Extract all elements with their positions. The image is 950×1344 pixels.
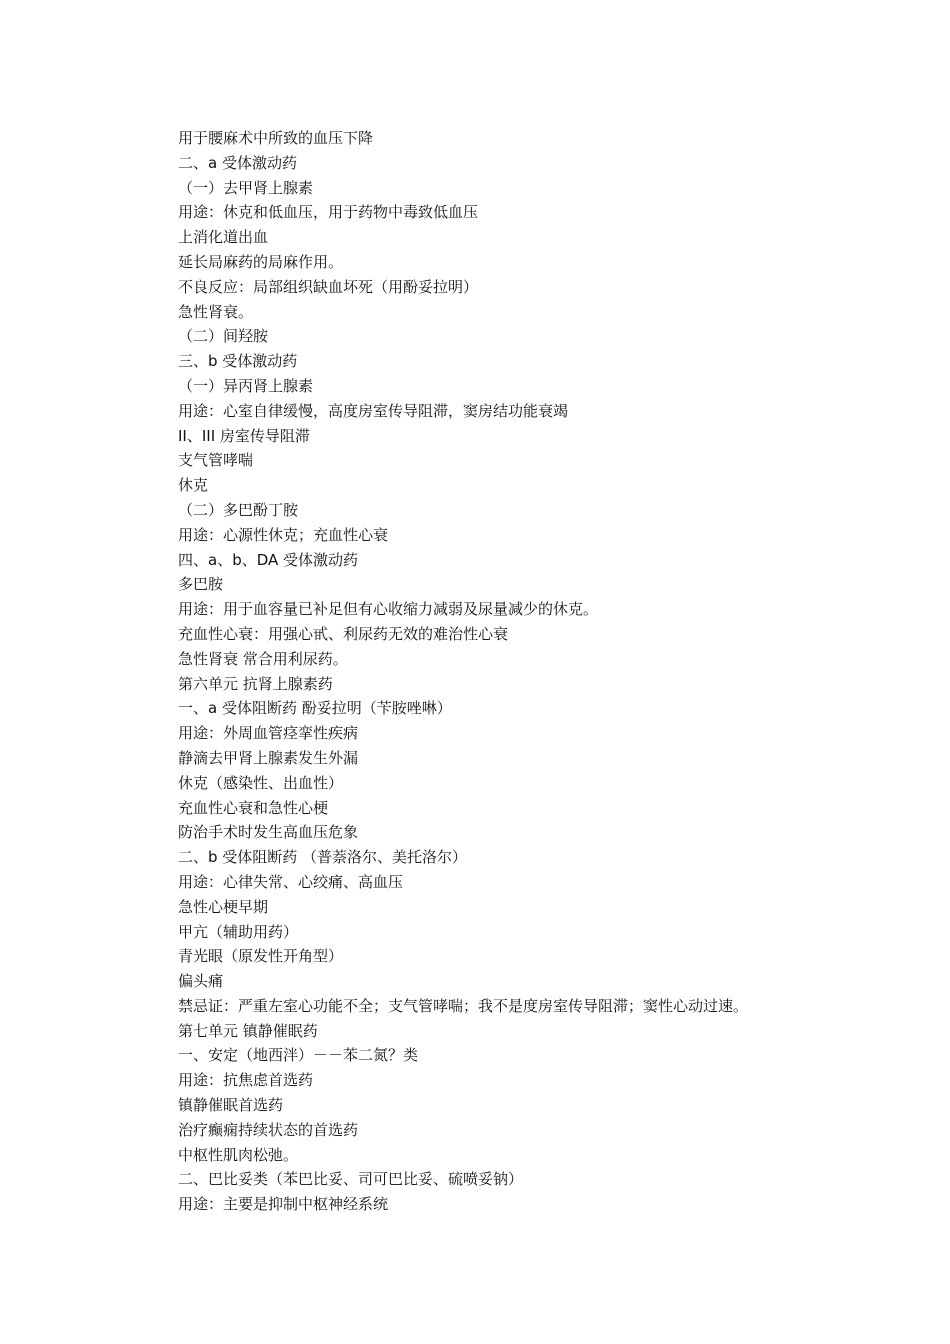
text-line: 治疗癫痫持续状态的首选药 — [178, 1120, 359, 1139]
text-line: II、III 房室传导阻滞 — [178, 426, 310, 445]
text-line: 二、b 受体阻断药 （普萘洛尔、美托洛尔） — [178, 848, 468, 867]
text-line: 三、b 受体激动药 — [178, 352, 298, 371]
text-line: 上消化道出血 — [178, 228, 269, 247]
text-line: 休克（感染性、出血性） — [178, 773, 344, 792]
text-line: 用于腰麻术中所致的血压下降 — [178, 129, 374, 147]
text-line: 镇静催眠首选药 — [178, 1096, 284, 1115]
text-line: 充血性心衰和急性心梗 — [178, 798, 329, 817]
text-line: 用途：心室自律缓慢，高度房室传导阻滞，窦房结功能衰竭 — [178, 401, 569, 420]
text-line: 急性心梗早期 — [178, 897, 269, 916]
text-line: 用途：心律失常、心绞痛、高血压 — [178, 872, 404, 891]
text-line: 二、a 受体激动药 — [178, 153, 297, 172]
text-line: 用途：主要是抑制中枢神经系统 — [178, 1195, 389, 1214]
document-body — [178, 126, 898, 1217]
text-line: （一）去甲肾上腺素 — [178, 178, 314, 197]
text-line: 第六单元 抗肾上腺素药 — [178, 674, 333, 693]
text-line: （二）间羟胺 — [178, 327, 269, 346]
text-line: 用途：用于血容量已补足但有心收缩力减弱及尿量减少的休克。 — [178, 600, 599, 619]
text-line: 偏头痛 — [178, 972, 224, 991]
text-line: （二）多巴酚丁胺 — [178, 500, 299, 519]
text-line: 二、巴比妥类（苯巴比妥、司可巴比妥、硫喷妥钠） — [178, 1170, 524, 1189]
text-line: （一）异丙肾上腺素 — [178, 376, 314, 395]
text-line: 支气管哮喘 — [178, 451, 254, 470]
text-line: 一、a 受体阻断药 酚妥拉明（苄胺唑啉） — [178, 699, 452, 718]
text-line: 不良反应：局部组织缺血坏死（用酚妥拉明） — [178, 277, 479, 296]
text-line: 禁忌证：严重左室心功能不全；支气管哮喘；我不是度房室传导阻滞；窦性心动过速。 — [178, 996, 749, 1015]
text-line: 急性肾衰。 — [178, 302, 254, 321]
text-line: 急性肾衰 常合用利尿药。 — [178, 649, 348, 668]
text-line: 多巴胺 — [178, 575, 224, 594]
text-line: 延长局麻药的局麻作用。 — [178, 252, 344, 271]
text-line: 静滴去甲肾上腺素发生外漏 — [178, 748, 359, 767]
text-line: 防治手术时发生高血压危象 — [178, 823, 359, 842]
text-line: 用途：心源性休克；充血性心衰 — [178, 525, 389, 544]
text-line: 四、a、b、DA 受体激动药 — [178, 550, 359, 569]
text-line: 甲亢（辅助用药） — [178, 922, 299, 941]
text-line: 青光眼（原发性开角型） — [178, 947, 344, 966]
text-line: 用途：外周血管痉挛性疾病 — [178, 724, 359, 743]
text-line: 一、安定（地西泮）－－苯二氮？类 — [178, 1046, 419, 1065]
text-line: 休克 — [178, 476, 209, 495]
text-line: 用途：抗焦虑首选药 — [178, 1071, 314, 1090]
text-line: 第七单元 镇静催眠药 — [178, 1021, 318, 1040]
text-line: 充血性心衰：用强心甙、利尿药无效的难治性心衰 — [178, 624, 509, 643]
text-line: 用途：休克和低血压，用于药物中毒致低血压 — [178, 203, 479, 222]
text-line: 中枢性肌肉松弛。 — [178, 1145, 299, 1164]
